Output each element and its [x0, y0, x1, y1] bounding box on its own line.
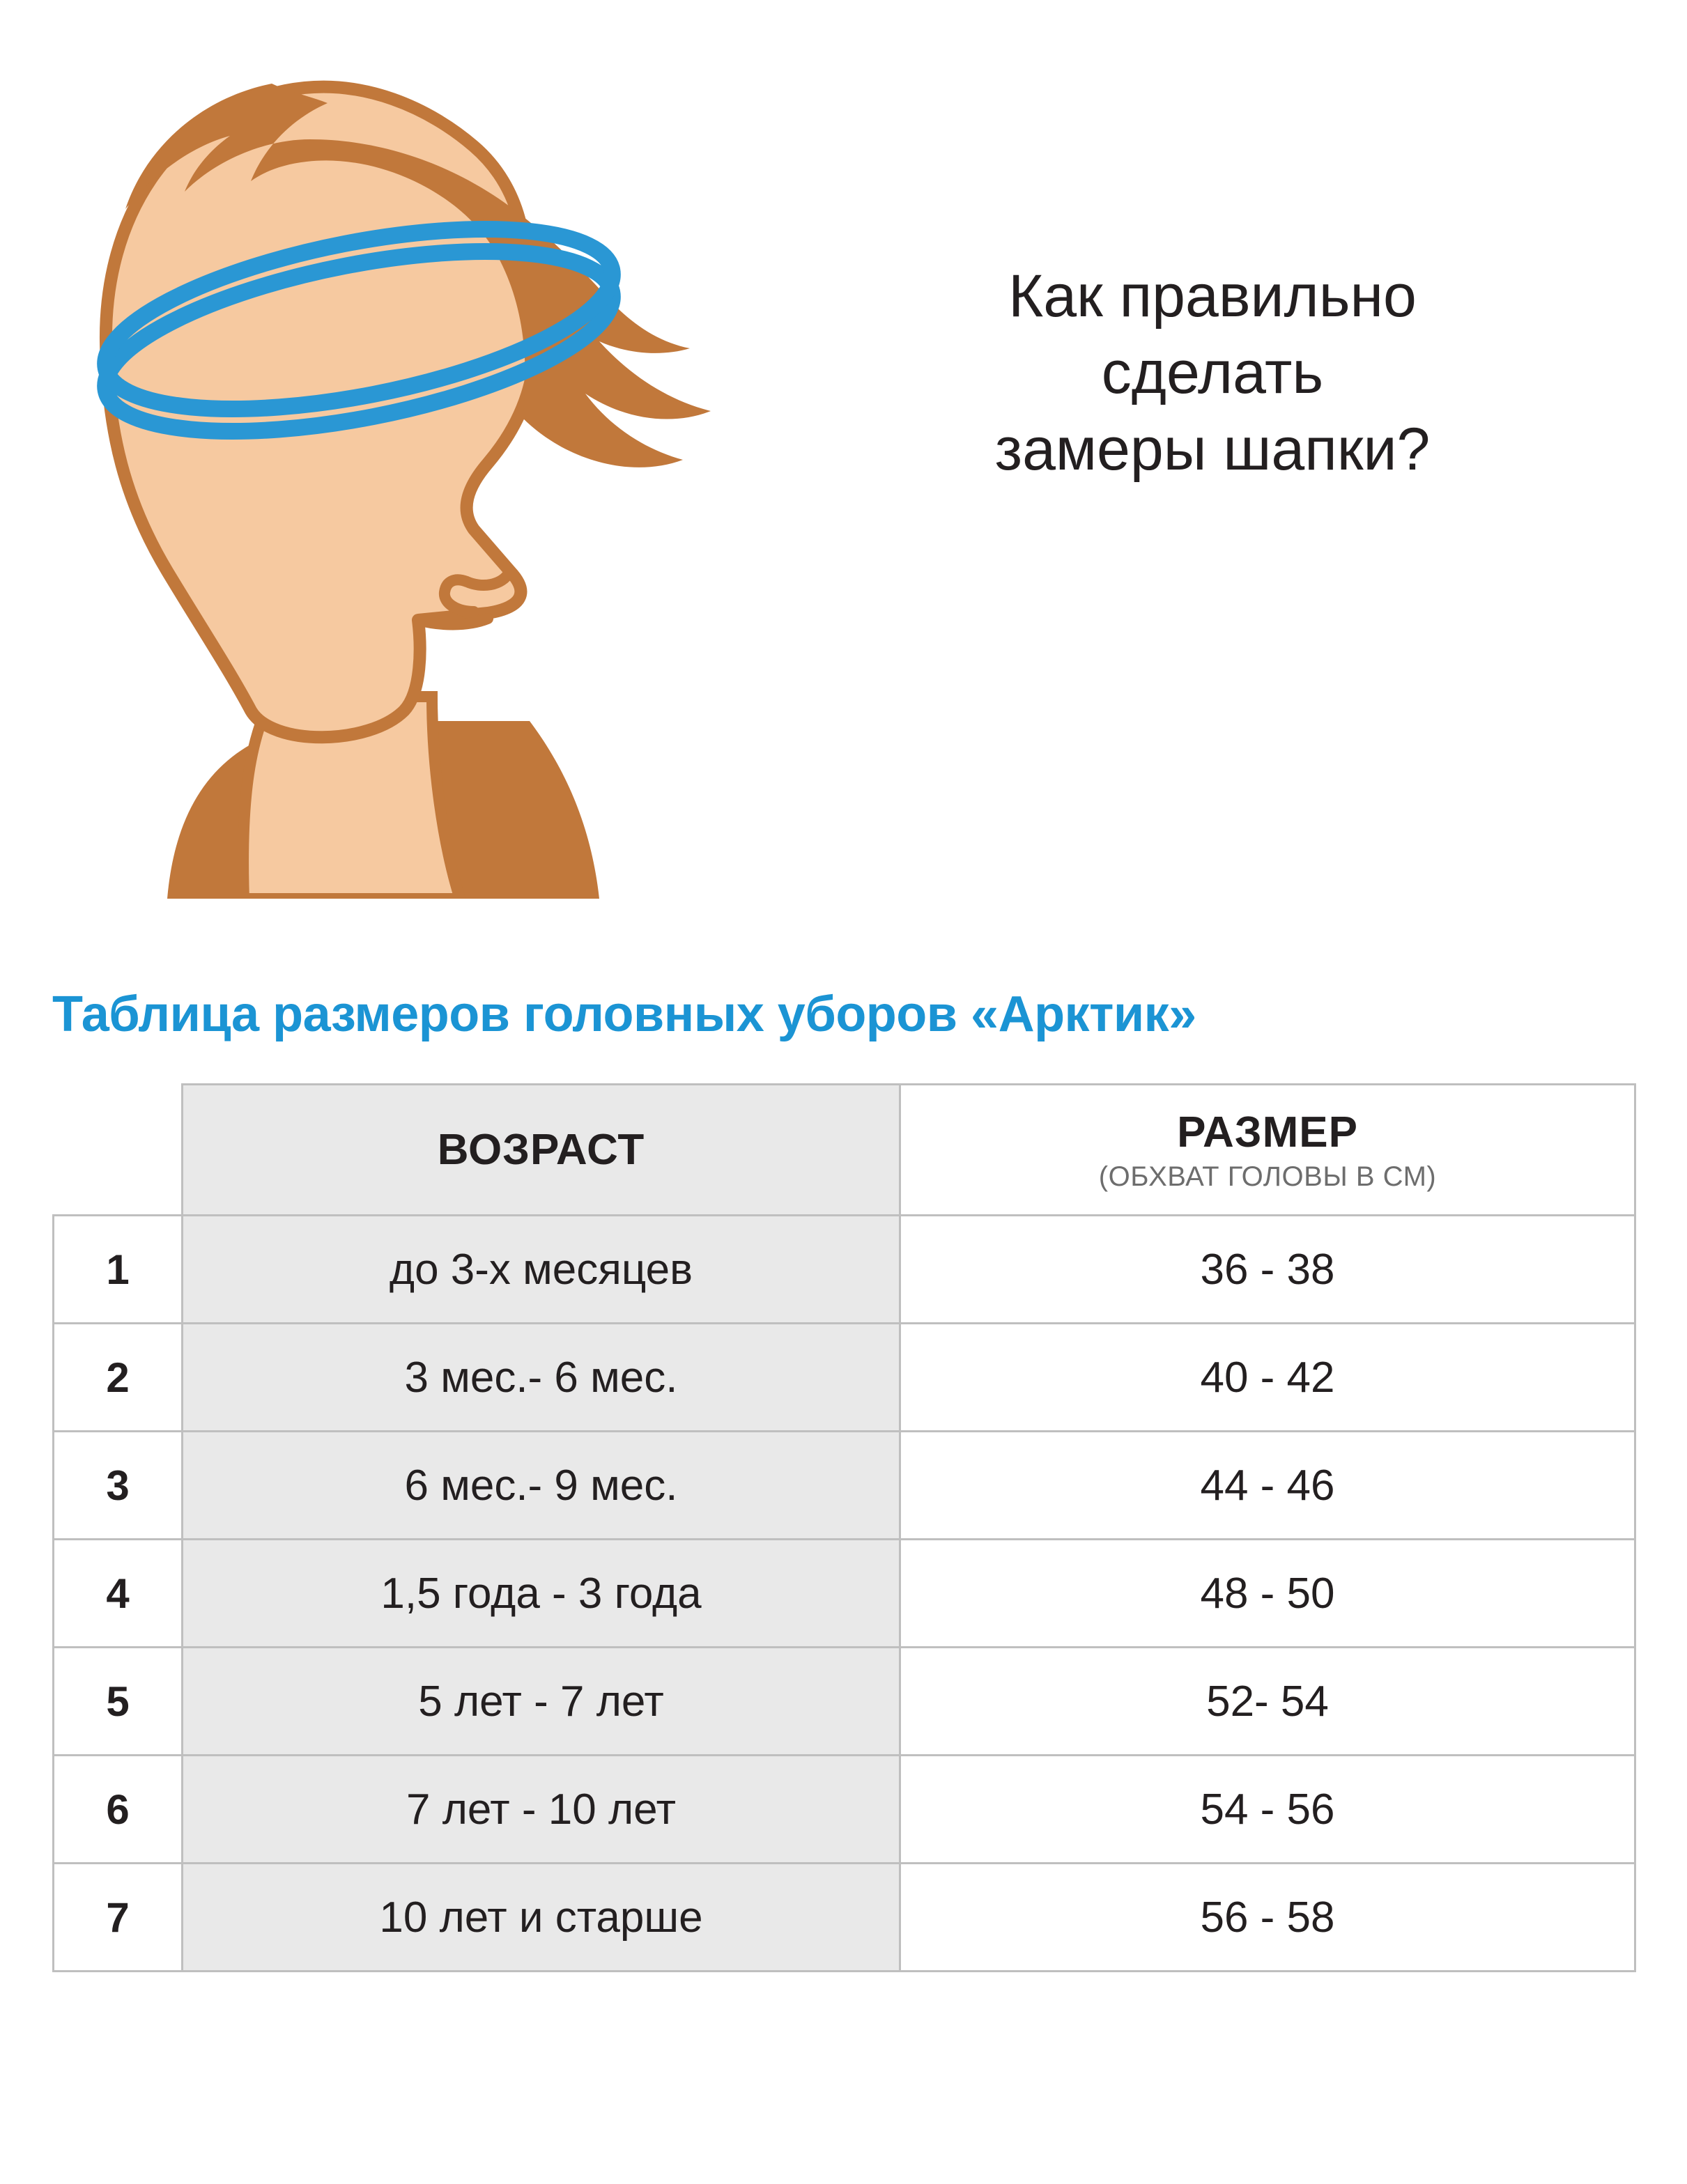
row-index: 6 — [54, 1756, 183, 1864]
row-index: 5 — [54, 1648, 183, 1756]
headline-line-3: замеры шапки? — [994, 416, 1431, 483]
size-table-title: Таблица размеров головных уборов «Арктик» — [52, 986, 1196, 1042]
row-age: 1,5 года - 3 года — [183, 1540, 900, 1648]
row-age: до 3-х месяцев — [183, 1216, 900, 1324]
row-age: 5 лет - 7 лет — [183, 1648, 900, 1756]
size-table — [52, 1083, 1636, 1972]
child-head-profile-with-measuring-tape-icon — [42, 42, 808, 899]
header-cell-index — [54, 1085, 183, 1216]
row-size: 56 - 58 — [900, 1864, 1635, 1972]
row-index: 2 — [54, 1324, 183, 1432]
header-age-label: ВОЗРАСТ — [437, 1126, 645, 1174]
header-cell-age — [183, 1085, 900, 1216]
table-row — [54, 1540, 1635, 1648]
table-header-row — [54, 1085, 1635, 1216]
row-index: 4 — [54, 1540, 183, 1648]
row-age: 10 лет и старше — [183, 1864, 900, 1972]
table-row — [54, 1324, 1635, 1432]
headline-line-2: сделать — [1101, 339, 1324, 407]
row-index: 3 — [54, 1432, 183, 1540]
table-row — [54, 1648, 1635, 1756]
table-row — [54, 1432, 1635, 1540]
row-size: 52- 54 — [900, 1648, 1635, 1756]
row-index: 7 — [54, 1864, 183, 1972]
row-age: 7 лет - 10 лет — [183, 1756, 900, 1864]
header-size-sublabel: (ОБХВАТ ГОЛОВЫ В СМ) — [1098, 1161, 1437, 1192]
illustration-section — [0, 0, 1687, 934]
page-title — [822, 258, 1603, 488]
row-age: 6 мес.- 9 мес. — [183, 1432, 900, 1540]
row-size: 36 - 38 — [900, 1216, 1635, 1324]
row-age: 3 мес.- 6 мес. — [183, 1324, 900, 1432]
row-size: 54 - 56 — [900, 1756, 1635, 1864]
row-size: 40 - 42 — [900, 1324, 1635, 1432]
table-row — [54, 1864, 1635, 1972]
row-size: 48 - 50 — [900, 1540, 1635, 1648]
headline-line-1: Как правильно — [1008, 263, 1417, 330]
row-index: 1 — [54, 1216, 183, 1324]
row-size: 44 - 46 — [900, 1432, 1635, 1540]
table-row — [54, 1756, 1635, 1864]
header-cell-size — [900, 1085, 1635, 1216]
header-size-label: РАЗМЕР — [1177, 1108, 1358, 1156]
table-row — [54, 1216, 1635, 1324]
